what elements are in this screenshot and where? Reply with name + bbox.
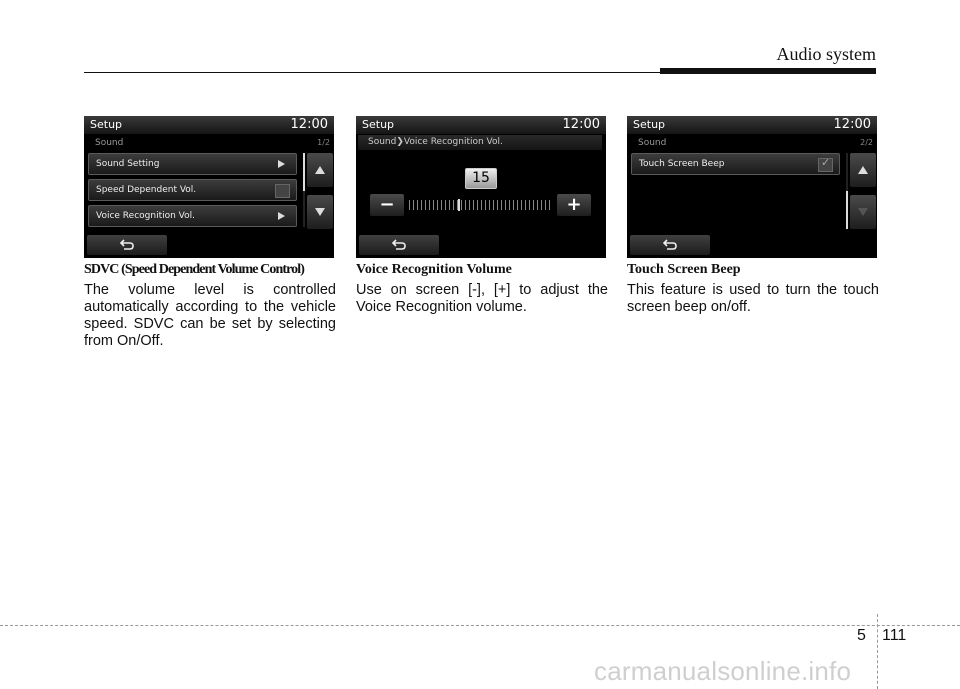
screen-subtitle: Sound xyxy=(95,138,124,148)
scrollbar-thumb[interactable] xyxy=(846,191,848,229)
checkbox-icon[interactable] xyxy=(818,158,833,172)
menu-item-speed-dependent-vol[interactable] xyxy=(88,179,297,201)
breadcrumb xyxy=(358,135,602,150)
scroll-down-button[interactable] xyxy=(850,195,876,229)
arrow-down-icon xyxy=(858,208,868,216)
screen-clock: 12:00 xyxy=(833,117,871,132)
screen-voice-recognition-vol xyxy=(356,116,606,258)
arrow-down-icon xyxy=(315,208,325,216)
footer-divider xyxy=(877,614,878,689)
checkbox-icon[interactable] xyxy=(275,184,290,198)
checkmark-icon: ✓ xyxy=(821,156,831,169)
volume-value: 15 xyxy=(465,168,497,189)
back-arrow-icon xyxy=(120,239,134,251)
back-button[interactable] xyxy=(630,235,710,255)
screen-sound-menu-page-2 xyxy=(627,116,877,258)
back-button[interactable] xyxy=(87,235,167,255)
arrow-up-icon xyxy=(315,166,325,174)
screen-topbar xyxy=(84,116,334,134)
caption-title-voice-recognition: Voice Recognition Volume xyxy=(356,262,512,277)
page-number: 111 xyxy=(882,627,907,644)
breadcrumb-text: Sound❯Voice Recognition Vol. xyxy=(368,137,503,147)
menu-item-voice-recognition-vol[interactable] xyxy=(88,205,297,227)
header-title: Audio system xyxy=(776,44,876,64)
section-number: 5 xyxy=(857,627,866,644)
play-arrow-icon xyxy=(278,212,285,220)
menu-item-sound-setting[interactable] xyxy=(88,153,297,175)
back-button[interactable] xyxy=(359,235,439,255)
volume-plus-button[interactable]: + xyxy=(557,194,591,216)
scroll-up-button[interactable] xyxy=(307,153,333,187)
screen-sound-menu xyxy=(84,116,334,258)
menu-item-label: Voice Recognition Vol. xyxy=(96,211,195,221)
caption-title-sdvc: SDVC (Speed Dependent Volume Control) xyxy=(84,262,305,277)
screen-clock: 12:00 xyxy=(562,117,600,132)
volume-scale[interactable] xyxy=(409,200,553,210)
screen-page-indicator: 2/2 xyxy=(860,138,873,147)
menu-item-label: Touch Screen Beep xyxy=(639,159,725,169)
screen-topbar xyxy=(356,116,606,134)
caption-body-sdvc: The volume level is controlled automatically according to the vehicle speed. SDVC can be set by selecting from On/Off. xyxy=(84,282,336,349)
menu-item-label: Speed Dependent Vol. xyxy=(96,185,197,195)
screen-subtitle: Sound xyxy=(638,138,667,148)
scroll-up-button[interactable] xyxy=(850,153,876,187)
play-arrow-icon xyxy=(278,160,285,168)
scrollbar[interactable] xyxy=(303,153,305,227)
screen-clock: 12:00 xyxy=(290,117,328,132)
screen-title: Setup xyxy=(90,118,123,131)
footer-rule xyxy=(0,625,960,626)
back-arrow-icon xyxy=(663,239,677,251)
menu-item-touch-screen-beep[interactable] xyxy=(631,153,840,175)
screen-topbar xyxy=(627,116,877,134)
volume-minus-button[interactable]: − xyxy=(370,194,404,216)
scrollbar-thumb[interactable] xyxy=(303,153,305,191)
arrow-up-icon xyxy=(858,166,868,174)
screen-page-indicator: 1/2 xyxy=(317,138,330,147)
volume-scale-marker xyxy=(458,199,460,211)
caption-title-touch-beep: Touch Screen Beep xyxy=(627,262,741,277)
screen-title: Setup xyxy=(633,118,666,131)
caption-body-touch-beep: This feature is used to turn the touch screen beep on/off. xyxy=(627,282,879,315)
back-arrow-icon xyxy=(392,239,406,251)
header-rule-thin xyxy=(84,72,660,73)
scrollbar[interactable] xyxy=(846,153,848,227)
caption-body-voice-recognition: Use on screen [-], [+] to adjust the Voice Recognition volume. xyxy=(356,282,608,315)
watermark: carmanualsonline.info xyxy=(594,656,852,686)
screen-title: Setup xyxy=(362,118,395,131)
header-rule-thick xyxy=(660,68,876,74)
menu-item-label: Sound Setting xyxy=(96,159,160,169)
scroll-down-button[interactable] xyxy=(307,195,333,229)
